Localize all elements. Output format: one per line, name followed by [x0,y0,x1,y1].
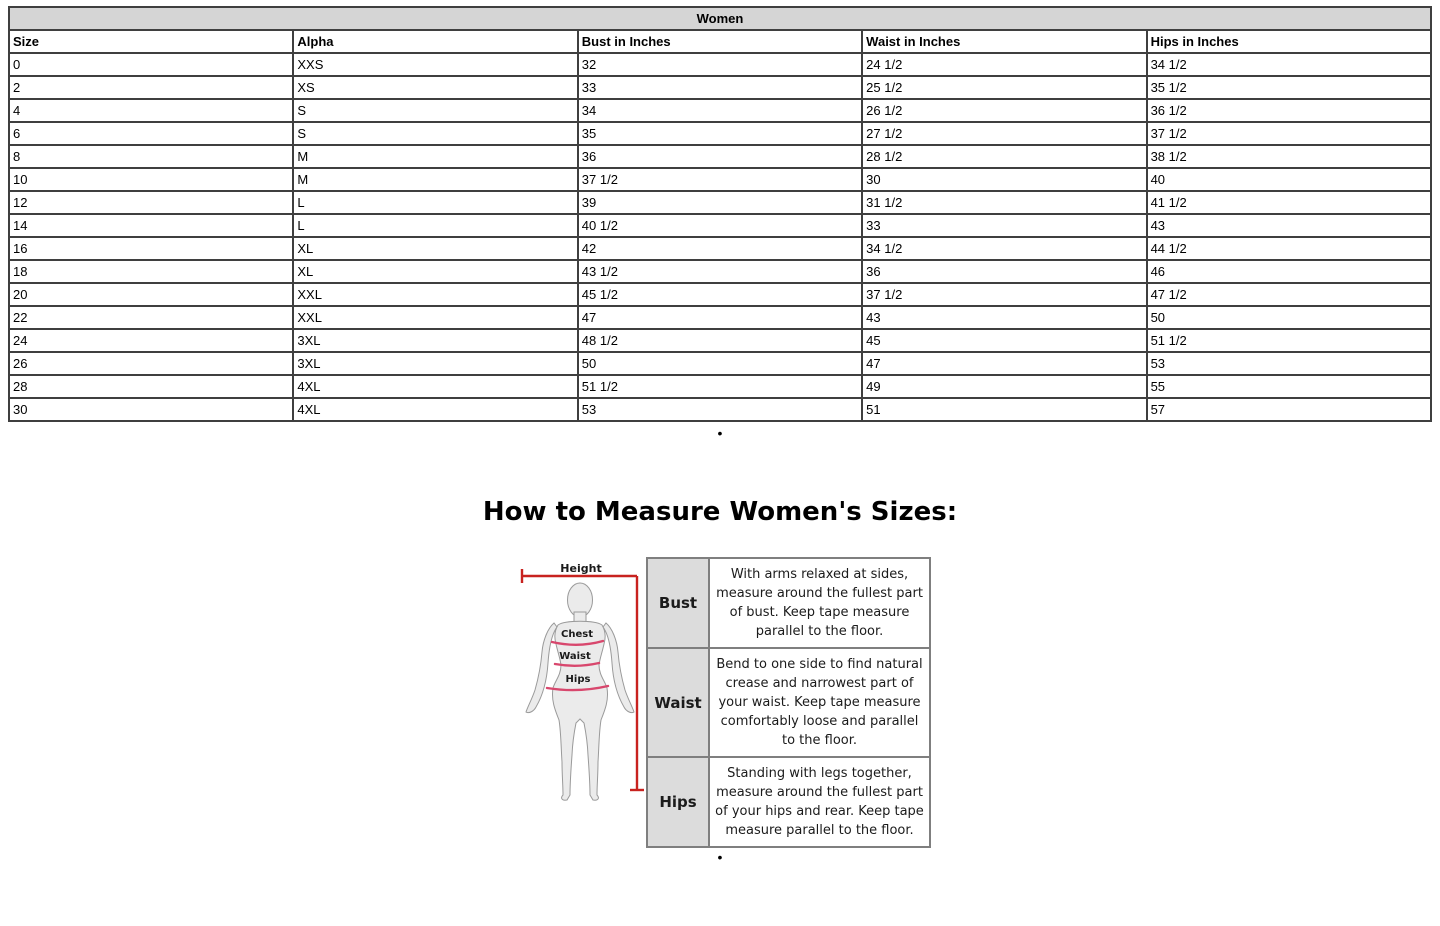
measure-row [647,648,930,757]
table-cell: XL [293,260,577,283]
column-header-row [9,30,1431,53]
table-cell: 24 [9,329,293,352]
body-measurement-diagram [509,557,646,807]
table-cell: XS [293,76,577,99]
table-cell: 51 [862,398,1146,421]
table-cell: 27 1/2 [862,122,1146,145]
table-cell: XXS [293,53,577,76]
measuring-instructions-table [646,557,931,848]
table-cell: 36 [578,145,862,168]
table-cell: 24 1/2 [862,53,1146,76]
hips-label: Hips [565,674,591,685]
table-cell: 18 [9,260,293,283]
table-cell: L [293,214,577,237]
table-cell: 33 [862,214,1146,237]
table-cell: 22 [9,306,293,329]
table-cell: 37 1/2 [862,283,1146,306]
table-cell: 30 [9,398,293,421]
table-cell: 39 [578,191,862,214]
table-cell: 34 1/2 [1147,53,1431,76]
list-bullet: • [717,849,723,865]
table-cell: 0 [9,53,293,76]
table-cell: XXL [293,306,577,329]
table-cell: 8 [9,145,293,168]
table-row [9,352,1431,375]
chart-title: Women [9,7,1431,30]
table-cell: 53 [1147,352,1431,375]
table-cell: 53 [578,398,862,421]
table-row [9,191,1431,214]
table-cell: 50 [1147,306,1431,329]
table-cell: 4 [9,99,293,122]
table-cell: 45 [862,329,1146,352]
table-cell: M [293,168,577,191]
measure-label: Waist [647,648,709,757]
table-cell: 30 [862,168,1146,191]
column-header: Waist in Inches [862,30,1146,53]
table-cell: 26 1/2 [862,99,1146,122]
column-header: Bust in Inches [578,30,862,53]
table-cell: XL [293,237,577,260]
column-header: Size [9,30,293,53]
table-row [9,237,1431,260]
table-cell: 44 1/2 [1147,237,1431,260]
table-cell: 48 1/2 [578,329,862,352]
table-cell: 43 1/2 [578,260,862,283]
table-cell: 36 [862,260,1146,283]
table-cell: 47 1/2 [1147,283,1431,306]
body-silhouette [526,583,634,800]
table-row [9,260,1431,283]
table-cell: 2 [9,76,293,99]
table-cell: 37 1/2 [578,168,862,191]
table-cell: 51 1/2 [578,375,862,398]
table-cell: 16 [9,237,293,260]
chart-title-row [9,7,1431,30]
table-cell: 3XL [293,352,577,375]
page-title: How to Measure Women's Sizes: [482,497,958,527]
measure-description: Bend to one side to find natural crease and narrowest part of your waist. Keep tape measure comfortably loose and parallel to the floor. [709,648,930,757]
measure-row [647,757,930,847]
measure-description: With arms relaxed at sides, measure around the fullest part of bust. Keep tape measure parallel to the floor. [709,558,930,648]
table-row [9,283,1431,306]
table-cell: S [293,99,577,122]
table-row [9,306,1431,329]
measure-label: Bust [647,558,709,648]
table-cell: 26 [9,352,293,375]
table-cell: 28 [9,375,293,398]
table-row [9,53,1431,76]
table-cell: 4XL [293,398,577,421]
table-cell: 35 1/2 [1147,76,1431,99]
table-row [9,375,1431,398]
table-cell: 32 [578,53,862,76]
table-cell: 46 [1147,260,1431,283]
table-row [9,214,1431,237]
table-cell: 38 1/2 [1147,145,1431,168]
table-row [9,122,1431,145]
table-cell: 35 [578,122,862,145]
table-cell: 10 [9,168,293,191]
table-cell: 25 1/2 [862,76,1146,99]
column-header: Alpha [293,30,577,53]
table-cell: 45 1/2 [578,283,862,306]
table-cell: 43 [1147,214,1431,237]
women-size-chart [8,6,1432,422]
list-bullet: • [717,425,723,441]
table-row [9,145,1431,168]
table-row [9,76,1431,99]
table-cell: 28 1/2 [862,145,1146,168]
table-cell: 34 1/2 [862,237,1146,260]
table-cell: 3XL [293,329,577,352]
table-cell: 31 1/2 [862,191,1146,214]
table-cell: 43 [862,306,1146,329]
measure-row [647,558,930,648]
table-cell: 55 [1147,375,1431,398]
table-cell: 20 [9,283,293,306]
measure-label: Hips [647,757,709,847]
height-label: Height [560,562,602,575]
table-cell: 14 [9,214,293,237]
table-cell: 42 [578,237,862,260]
chest-label: Chest [561,629,593,640]
table-cell: 40 1/2 [578,214,862,237]
table-cell: 36 1/2 [1147,99,1431,122]
table-row [9,329,1431,352]
column-header: Hips in Inches [1147,30,1431,53]
measure-description: Standing with legs together, measure around the fullest part of your hips and rear. Keep tape measure parallel to the floor. [709,757,930,847]
table-cell: 12 [9,191,293,214]
table-cell: 51 1/2 [1147,329,1431,352]
table-cell: S [293,122,577,145]
table-cell: 57 [1147,398,1431,421]
table-cell: 4XL [293,375,577,398]
table-cell: 34 [578,99,862,122]
table-cell: 47 [862,352,1146,375]
table-row [9,398,1431,421]
measure-section [0,557,1440,848]
table-cell: 37 1/2 [1147,122,1431,145]
table-cell: 33 [578,76,862,99]
waist-label: Waist [559,651,591,662]
table-cell: M [293,145,577,168]
table-cell: XXL [293,283,577,306]
table-cell: 40 [1147,168,1431,191]
table-cell: 50 [578,352,862,375]
table-cell: 47 [578,306,862,329]
table-row [9,168,1431,191]
table-cell: 41 1/2 [1147,191,1431,214]
table-row [9,99,1431,122]
table-cell: 6 [9,122,293,145]
table-cell: 49 [862,375,1146,398]
table-cell: L [293,191,577,214]
